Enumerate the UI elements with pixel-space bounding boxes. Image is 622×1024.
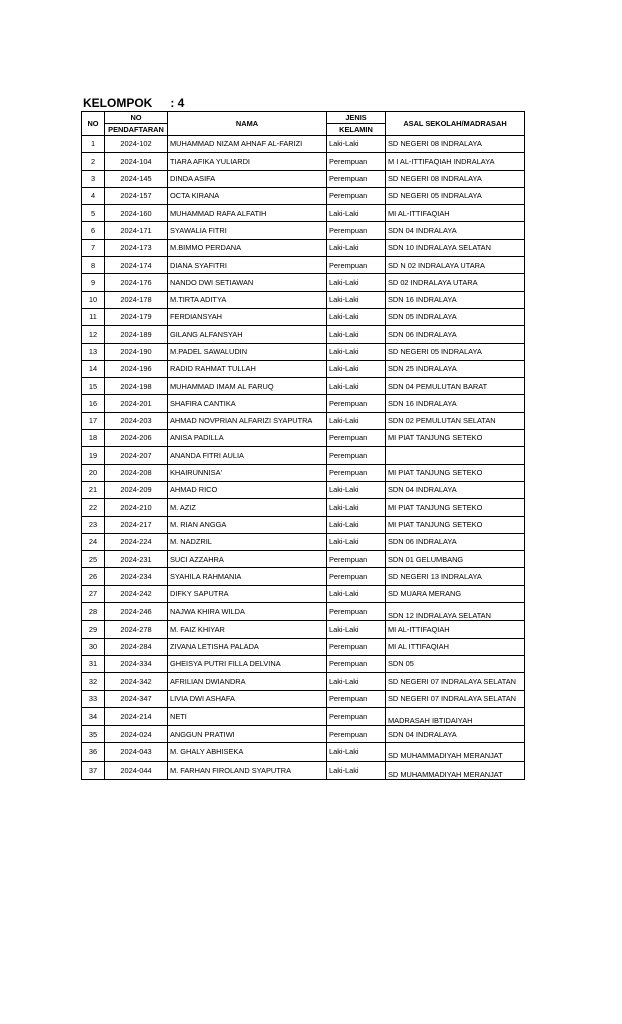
registration-number-cell: 2024-217: [105, 516, 168, 533]
header-registration-bottom: PENDAFTARAN: [105, 124, 168, 136]
row-number-cell: 32: [82, 673, 105, 690]
school-cell: SDN 06 INDRALAYA: [386, 533, 525, 550]
row-number-cell: 2: [82, 153, 105, 170]
registration-number-cell: 2024-102: [105, 136, 168, 153]
student-name-cell: NAJWA KHIRA WILDA: [168, 603, 327, 621]
school-cell: SD N 02 INDRALAYA UTARA: [386, 257, 525, 274]
table-row: [82, 239, 525, 256]
gender-cell: Laki-Laki: [327, 360, 386, 377]
gender-cell: Laki-Laki: [327, 621, 386, 638]
registration-number-cell: 2024-043: [105, 743, 168, 761]
row-number-cell: 11: [82, 308, 105, 325]
registration-number-cell: 2024-176: [105, 274, 168, 291]
table-row: [82, 726, 525, 743]
school-cell: SD NEGERI 08 INDRALAYA: [386, 136, 525, 153]
table-row: [82, 568, 525, 585]
student-name-cell: NETI: [168, 707, 327, 725]
student-name-cell: DIANA SYAFITRI: [168, 257, 327, 274]
gender-cell: Perempuan: [327, 568, 386, 585]
row-number-cell: 23: [82, 516, 105, 533]
school-cell: SDN 05 INDRALAYA: [386, 308, 525, 325]
student-name-cell: MUHAMMAD IMAM AL FARUQ: [168, 378, 327, 395]
registration-number-cell: 2024-160: [105, 205, 168, 222]
row-number-cell: 15: [82, 378, 105, 395]
gender-cell: Perempuan: [327, 187, 386, 204]
row-number-cell: 16: [82, 395, 105, 412]
table-row: [82, 673, 525, 690]
table-row: [82, 585, 525, 602]
student-name-cell: M. NADZRIL: [168, 533, 327, 550]
registration-number-cell: 2024-234: [105, 568, 168, 585]
student-name-cell: MUHAMMAD NIZAM AHNAF AL-FARIZI: [168, 136, 327, 153]
group-heading: [83, 96, 184, 110]
registration-number-cell: 2024-231: [105, 551, 168, 568]
school-cell: SDN 05: [386, 655, 525, 672]
table-row: [82, 533, 525, 550]
school-cell: SDN 10 INDRALAYA SELATAN: [386, 239, 525, 256]
registration-number-cell: 2024-171: [105, 222, 168, 239]
student-name-cell: ANGGUN PRATIWI: [168, 726, 327, 743]
school-cell: SD NEGERI 07 INDRALAYA SELATAN: [386, 690, 525, 707]
registration-number-cell: 2024-157: [105, 187, 168, 204]
gender-cell: Perempuan: [327, 638, 386, 655]
registration-number-cell: 2024-209: [105, 481, 168, 498]
registration-number-cell: 2024-278: [105, 621, 168, 638]
table-body: [82, 136, 525, 780]
row-number-cell: 36: [82, 743, 105, 761]
row-number-cell: 24: [82, 533, 105, 550]
registration-number-cell: 2024-178: [105, 291, 168, 308]
table-row: [82, 638, 525, 655]
gender-cell: Laki-Laki: [327, 326, 386, 343]
student-name-cell: LIVIA DWI ASHAFA: [168, 690, 327, 707]
table-row: [82, 257, 525, 274]
row-number-cell: 7: [82, 239, 105, 256]
school-cell: SDN 16 INDRALAYA: [386, 395, 525, 412]
group-number: : 4: [170, 96, 185, 110]
gender-cell: Laki-Laki: [327, 499, 386, 516]
registration-number-cell: 2024-190: [105, 343, 168, 360]
registration-number-cell: 2024-284: [105, 638, 168, 655]
student-name-cell: SHAFIRA CANTIKA: [168, 395, 327, 412]
registration-number-cell: 2024-208: [105, 464, 168, 481]
row-number-cell: 21: [82, 481, 105, 498]
registration-number-cell: 2024-206: [105, 430, 168, 447]
school-cell: SD NEGERI 13 INDRALAYA: [386, 568, 525, 585]
gender-cell: Laki-Laki: [327, 761, 386, 779]
school-cell: SDN 04 PEMULUTAN BARAT: [386, 378, 525, 395]
row-number-cell: 25: [82, 551, 105, 568]
registration-number-cell: 2024-242: [105, 585, 168, 602]
registration-number-cell: 2024-342: [105, 673, 168, 690]
gender-cell: Laki-Laki: [327, 481, 386, 498]
student-name-cell: SUCI AZZAHRA: [168, 551, 327, 568]
row-number-cell: 6: [82, 222, 105, 239]
table-row: [82, 205, 525, 222]
gender-cell: Perempuan: [327, 395, 386, 412]
student-name-cell: M. FARHAN FIROLAND SYAPUTRA: [168, 761, 327, 779]
row-number-cell: 35: [82, 726, 105, 743]
table-row: [82, 499, 525, 516]
row-number-cell: 37: [82, 761, 105, 779]
student-name-cell: AHMAD NOVPRIAN ALFARIZI SYAPUTRA: [168, 412, 327, 429]
gender-cell: Perempuan: [327, 726, 386, 743]
student-name-cell: AFRILIAN DWIANDRA: [168, 673, 327, 690]
registration-number-cell: 2024-104: [105, 153, 168, 170]
row-number-cell: 29: [82, 621, 105, 638]
registration-number-cell: 2024-210: [105, 499, 168, 516]
school-cell: SD NEGERI 07 INDRALAYA SELATAN: [386, 673, 525, 690]
registration-number-cell: 2024-214: [105, 707, 168, 725]
header-name: NAMA: [168, 112, 327, 136]
row-number-cell: 12: [82, 326, 105, 343]
group-label: KELOMPOK: [83, 96, 153, 110]
student-group-table: [81, 111, 525, 780]
row-number-cell: 33: [82, 690, 105, 707]
school-cell: SD 02 INDRALAYA UTARA: [386, 274, 525, 291]
school-cell: SDN 12 INDRALAYA SELATAN: [386, 603, 525, 621]
gender-cell: Perempuan: [327, 655, 386, 672]
gender-cell: Laki-Laki: [327, 274, 386, 291]
gender-cell: Laki-Laki: [327, 378, 386, 395]
school-cell: MI AL ITTIFAQIAH: [386, 638, 525, 655]
student-name-cell: ANANDA FITRI AULIA: [168, 447, 327, 464]
table-row: [82, 308, 525, 325]
student-name-cell: GILANG ALFANSYAH: [168, 326, 327, 343]
table-row: [82, 603, 525, 621]
registration-number-cell: 2024-196: [105, 360, 168, 377]
school-cell: SDN 25 INDRALAYA: [386, 360, 525, 377]
table-row: [82, 136, 525, 153]
row-number-cell: 9: [82, 274, 105, 291]
table-row: [82, 516, 525, 533]
gender-cell: Laki-Laki: [327, 239, 386, 256]
table-row: [82, 274, 525, 291]
school-cell: MI AL-ITTIFAQIAH: [386, 205, 525, 222]
student-name-cell: RADID RAHMAT TULLAH: [168, 360, 327, 377]
registration-number-cell: 2024-145: [105, 170, 168, 187]
table-row: [82, 655, 525, 672]
table-row: [82, 761, 525, 779]
student-name-cell: M. RIAN ANGGA: [168, 516, 327, 533]
table-row: [82, 430, 525, 447]
registration-number-cell: 2024-201: [105, 395, 168, 412]
table-row: [82, 291, 525, 308]
row-number-cell: 1: [82, 136, 105, 153]
gender-cell: Perempuan: [327, 430, 386, 447]
student-name-cell: M. AZIZ: [168, 499, 327, 516]
table-row: [82, 690, 525, 707]
row-number-cell: 18: [82, 430, 105, 447]
school-cell: SD NEGERI 05 INDRALAYA: [386, 343, 525, 360]
registration-number-cell: 2024-024: [105, 726, 168, 743]
gender-cell: Perempuan: [327, 707, 386, 725]
student-name-cell: SYAHILA RAHMANIA: [168, 568, 327, 585]
registration-number-cell: 2024-203: [105, 412, 168, 429]
student-name-cell: M.TIRTA ADITYA: [168, 291, 327, 308]
table-row: [82, 447, 525, 464]
gender-cell: Perempuan: [327, 170, 386, 187]
school-cell: M I AL-ITTIFAQIAH INDRALAYA: [386, 153, 525, 170]
row-number-cell: 26: [82, 568, 105, 585]
row-number-cell: 14: [82, 360, 105, 377]
table-row: [82, 743, 525, 761]
school-cell: SD NEGERI 08 INDRALAYA: [386, 170, 525, 187]
registration-number-cell: 2024-179: [105, 308, 168, 325]
student-name-cell: ANISA PADILLA: [168, 430, 327, 447]
header-gender-top: JENIS: [327, 112, 386, 124]
school-cell: MI AL-ITTIFAQIAH: [386, 621, 525, 638]
row-number-cell: 3: [82, 170, 105, 187]
registration-number-cell: 2024-198: [105, 378, 168, 395]
table-row: [82, 464, 525, 481]
student-name-cell: KHAIRUNNISA': [168, 464, 327, 481]
row-number-cell: 13: [82, 343, 105, 360]
student-name-cell: SYAWALIA FITRI: [168, 222, 327, 239]
student-name-cell: FERDIANSYAH: [168, 308, 327, 325]
registration-number-cell: 2024-044: [105, 761, 168, 779]
gender-cell: Laki-Laki: [327, 205, 386, 222]
row-number-cell: 4: [82, 187, 105, 204]
table-row: [82, 187, 525, 204]
row-number-cell: 19: [82, 447, 105, 464]
student-name-cell: OCTA KIRANA: [168, 187, 327, 204]
row-number-cell: 30: [82, 638, 105, 655]
table-row: [82, 170, 525, 187]
row-number-cell: 10: [82, 291, 105, 308]
school-cell: SDN 04 INDRALAYA: [386, 222, 525, 239]
row-number-cell: 20: [82, 464, 105, 481]
gender-cell: Perempuan: [327, 447, 386, 464]
student-name-cell: M.PADEL SAWALUDIN: [168, 343, 327, 360]
table-row: [82, 707, 525, 725]
registration-number-cell: 2024-174: [105, 257, 168, 274]
gender-cell: Laki-Laki: [327, 308, 386, 325]
student-name-cell: M. FAIZ KHIYAR: [168, 621, 327, 638]
gender-cell: Laki-Laki: [327, 585, 386, 602]
student-name-cell: DINDA ASIFA: [168, 170, 327, 187]
school-cell: MI PIAT TANJUNG SETEKO: [386, 464, 525, 481]
table-row: [82, 153, 525, 170]
registration-number-cell: 2024-334: [105, 655, 168, 672]
school-cell: SD MUARA MERANG: [386, 585, 525, 602]
table-row: [82, 551, 525, 568]
row-number-cell: 31: [82, 655, 105, 672]
gender-cell: Laki-Laki: [327, 412, 386, 429]
school-cell: SD NEGERI 05 INDRALAYA: [386, 187, 525, 204]
school-cell: MADRASAH IBTIDAIYAH: [386, 707, 525, 725]
student-name-cell: DIFKY SAPUTRA: [168, 585, 327, 602]
gender-cell: Laki-Laki: [327, 743, 386, 761]
row-number-cell: 8: [82, 257, 105, 274]
registration-number-cell: 2024-189: [105, 326, 168, 343]
student-name-cell: NANDO DWI SETIAWAN: [168, 274, 327, 291]
row-number-cell: 27: [82, 585, 105, 602]
gender-cell: Perempuan: [327, 222, 386, 239]
header-school: ASAL SEKOLAH/MADRASAH: [386, 112, 525, 136]
school-cell: MI PIAT TANJUNG SETEKO: [386, 499, 525, 516]
row-number-cell: 22: [82, 499, 105, 516]
registration-number-cell: 2024-246: [105, 603, 168, 621]
school-cell: SD MUHAMMADIYAH MERANJAT: [386, 761, 525, 779]
gender-cell: Laki-Laki: [327, 291, 386, 308]
row-number-cell: 5: [82, 205, 105, 222]
gender-cell: Perempuan: [327, 464, 386, 481]
gender-cell: Laki-Laki: [327, 516, 386, 533]
registration-number-cell: 2024-347: [105, 690, 168, 707]
table-row: [82, 621, 525, 638]
school-cell: MI PIAT TANJUNG SETEKO: [386, 516, 525, 533]
gender-cell: Laki-Laki: [327, 533, 386, 550]
student-name-cell: MUHAMMAD RAFA ALFATIH: [168, 205, 327, 222]
gender-cell: Laki-Laki: [327, 343, 386, 360]
registration-number-cell: 2024-207: [105, 447, 168, 464]
school-cell: SD MUHAMMADIYAH MERANJAT: [386, 743, 525, 761]
school-cell: SDN 06 INDRALAYA: [386, 326, 525, 343]
row-number-cell: 34: [82, 707, 105, 725]
table-row: [82, 395, 525, 412]
table-row: [82, 343, 525, 360]
table-row: [82, 481, 525, 498]
gender-cell: Laki-Laki: [327, 136, 386, 153]
school-cell: SDN 01 GELUMBANG: [386, 551, 525, 568]
gender-cell: Perempuan: [327, 153, 386, 170]
table-row: [82, 412, 525, 429]
gender-cell: Perempuan: [327, 603, 386, 621]
student-name-cell: GHEISYA PUTRI FILLA DELVINA: [168, 655, 327, 672]
student-name-cell: TIARA AFIKA YULIARDI: [168, 153, 327, 170]
table-row: [82, 378, 525, 395]
registration-number-cell: 2024-224: [105, 533, 168, 550]
student-name-cell: M.BIMMO PERDANA: [168, 239, 327, 256]
registration-number-cell: 2024-173: [105, 239, 168, 256]
school-cell: SDN 04 INDRALAYA: [386, 481, 525, 498]
student-name-cell: M. GHALY ABHISEKA: [168, 743, 327, 761]
row-number-cell: 28: [82, 603, 105, 621]
table-row: [82, 222, 525, 239]
school-cell: [386, 447, 525, 464]
school-cell: SDN 16 INDRALAYA: [386, 291, 525, 308]
school-cell: MI PIAT TANJUNG SETEKO: [386, 430, 525, 447]
table-row: [82, 326, 525, 343]
student-name-cell: AHMAD RICO: [168, 481, 327, 498]
gender-cell: Perempuan: [327, 257, 386, 274]
student-name-cell: ZIVANA LETISHA PALADA: [168, 638, 327, 655]
row-number-cell: 17: [82, 412, 105, 429]
table-row: [82, 360, 525, 377]
gender-cell: Perempuan: [327, 551, 386, 568]
header-no: NO: [82, 112, 105, 136]
school-cell: SDN 02 PEMULUTAN SELATAN: [386, 412, 525, 429]
header-gender-bottom: KELAMIN: [327, 124, 386, 136]
header-registration-top: NO: [105, 112, 168, 124]
gender-cell: Laki-Laki: [327, 673, 386, 690]
gender-cell: Perempuan: [327, 690, 386, 707]
school-cell: SDN 04 INDRALAYA: [386, 726, 525, 743]
